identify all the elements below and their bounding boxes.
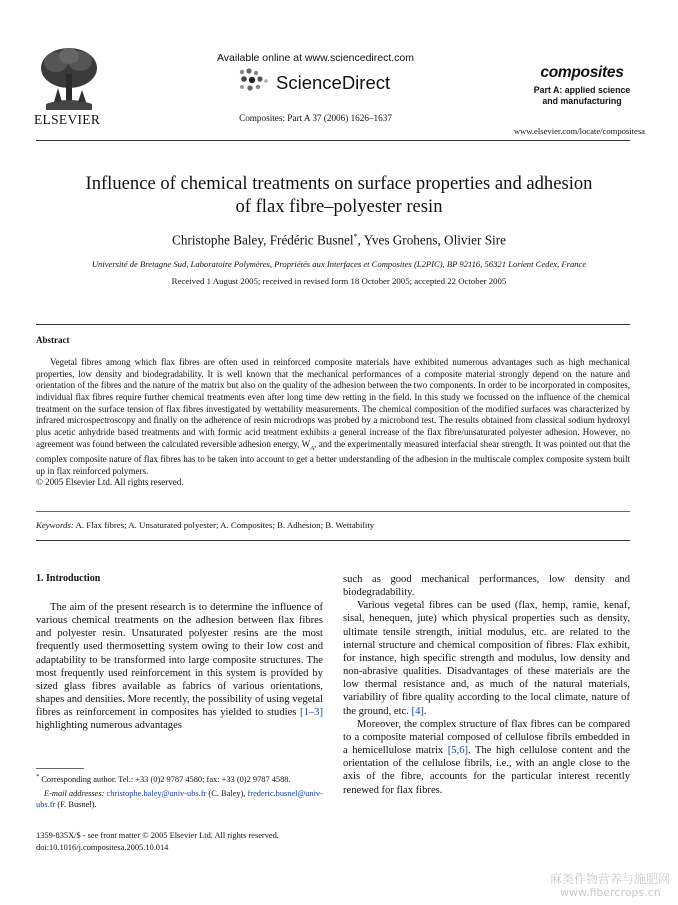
authors-rest: , Yves Grohens, Olivier Sire (357, 232, 506, 248)
abstract-paragraph (36, 357, 630, 477)
abstract-top-divider (36, 324, 630, 325)
footnote-mark: * (36, 773, 40, 780)
footnote-corresponding-text: Corresponding author. Tel.: +33 (0)2 9787 4580; fax: +33 (0)2 9787 4588. (39, 774, 291, 784)
citation-line: Composites: Part A 37 (2006) 1626–1637 (239, 113, 392, 123)
email-label: E-mail addresses: (44, 789, 105, 798)
citation-link-1-3[interactable]: [1–3] (300, 707, 323, 719)
left-column (36, 601, 323, 733)
keywords-label: Keywords: (36, 520, 74, 530)
footnote-divider (36, 768, 84, 769)
authors (20, 232, 658, 248)
title-line-1: Influence of chemical treatments on surface properties and adhesion (85, 173, 593, 194)
title-line-2: of flax fibre–polyester resin (235, 196, 443, 217)
footnote-corresponding (36, 771, 323, 785)
abstract-copyright: © 2005 Elsevier Ltd. All rights reserved. (36, 477, 184, 488)
intro-p3-text-end: . The high cellulose content and the orientation of the cellulose fibrils, i.e., with an angle close to the axis of the fibre, accounts for the particular interest recently renewed for flax fibres. (343, 745, 630, 796)
sciencedirect-dots-icon (236, 67, 276, 95)
elsevier-tree-icon (36, 44, 102, 114)
citation-link-4[interactable]: [4] (411, 705, 424, 717)
footnote-emails (36, 788, 323, 810)
journal-logo (532, 64, 632, 107)
intro-p1-text: The aim of the present research is to determine the influence of various chemical treatments on the adhesion between flax fibres and polyester resin. Unsaturated polyester resins are the most frequently used thermosetting system owing to their low cost and adaptability to be transformed into large composite structures. The most frequently used reinforcement in this system is provided by sized glass fibres available as fabrics of various orientations, shapes and densities. More recently, the possibility of using vegetal fibres as reinforcement in composites has yielded to studies (36, 602, 323, 719)
keywords-bottom-divider (36, 540, 630, 541)
intro-p2-text: Various vegetal fibres can be used (flax, hemp, ramie, kenaf, sisal, henequen, jute) which physical properties such as density, ultimate tensile strength, initial modulus, etc. are related to the internal structure and chemical composition of fibres. Flax exhibit, for instance, high specific strength and modulus, low density and non-abrasive qualities. Disadvantages of these materials are the low thermal resistance and, as much of the natural materials, variability of fibre quality according to the local climate, nature of the ground, etc. (343, 600, 630, 717)
section-heading-introduction: 1. Introduction (36, 573, 101, 584)
journal-logo-wordmark: composites (540, 64, 624, 81)
email-link-busnel[interactable]: frederic.busnel@univ-ubs.fr (36, 789, 323, 810)
abstract-text-after: , and the experimentally measured interfacial shear strength. It was pointed out that the complex composite nature of flax fibres has to be taken into account to get a better understanding of the adhesion in the multiscale complex composite system built up in flax reinforced polymers. (36, 438, 630, 476)
intro-p3-text: Moreover, the complex structure of flax fibres can be compared to a composite material composed of cellulose fibrils embedded in a hemicellulose matrix (343, 718, 630, 757)
header-divider (36, 140, 630, 141)
email1-name: (C. Baley), (206, 789, 248, 798)
intro-p1-text-end: highlighting numerous advantages (36, 720, 182, 732)
abstract-heading: Abstract (36, 335, 70, 345)
intro-p2-end: . (423, 705, 427, 717)
corresponding-mark[interactable]: * (353, 232, 358, 241)
watermark-url: www.fibercrops.cn (560, 886, 661, 899)
abstract-subscript: A (310, 444, 315, 452)
front-matter-line: 1359-835X/$ - see front matter © 2005 Elsevier Ltd. All rights reserved. (36, 831, 279, 840)
elsevier-logo (36, 44, 102, 132)
journal-subtitle-2: and manufacturing (542, 96, 622, 106)
journal-subtitle-1: Part A: applied science (533, 85, 631, 95)
email-link-baley[interactable]: christophe.baley@univ-ubs.fr (106, 789, 207, 798)
keywords-top-divider (36, 511, 630, 512)
sciencedirect-logo (236, 67, 406, 97)
abstract-body (36, 357, 630, 489)
intro-paragraph-2 (343, 599, 630, 717)
article-title (20, 172, 658, 218)
intro-paragraph-3 (343, 718, 630, 797)
watermark-chinese: 麻类作物营养与施肥网 (550, 872, 671, 886)
footnote (36, 771, 323, 810)
doi-line[interactable]: doi:10.1016/j.compositesa.2005.10.014 (36, 843, 169, 852)
received-dates: Received 1 August 2005; received in revised form 18 October 2005; accepted 22 October 2005 (171, 276, 507, 286)
authors-first: Christophe Baley, Frédéric Busnel (172, 232, 354, 248)
available-online-text: Available online at www.sciencedirect.com (216, 52, 415, 64)
sciencedirect-wordmark: ScienceDirect (276, 72, 391, 93)
email2-name: (F. Busnel). (55, 800, 97, 810)
abstract-text: Vegetal fibres among which flax fibres are often used in reinforced composite materials have exhibited numerous advantages such as high mechanical properties, low density and biodegradability. It is well known that the mechanical performances of a composite material strongly depend on the nature and orientation of the fibres and the nature of the matrix but also on the quality of the adhesion between the two components. In order to be incorporated in composites, individual flax fibres require further chemical treatments even after long time dew retting in the field. In this study we focussed on the influence of the chemical treatment on the surface tension of flax fibres investigated by wettability measurements. The chemical composition of the modified surfaces was characterized by infrared microspectroscopy and finally on the adherence of resin microdrops was probed by a microbond test. The results obtained from classical sodium hydroxyl plus acetic anhydride based treatments and with formic acid treatment exhibits a general increase of the flax fibre/unsaturated polyester adhesion. However, no agreement was found between the calculated reversible adhesion energy, W (36, 357, 630, 449)
intro-right-continuation: such as good mechanical performances, low density and biodegradability. (343, 574, 630, 599)
right-column (343, 573, 630, 797)
citation-link-5-6[interactable]: [5,6] (447, 745, 469, 757)
keywords (36, 520, 374, 530)
affiliation: Université de Bretagne Sud, Laboratoire Polymères, Propriétés aux Interfaces et Composites (L2PIC), BP 92116, 56321 Lorient Cedex, France (91, 259, 587, 269)
intro-paragraph-1 (36, 601, 323, 733)
journal-url[interactable]: www.elsevier.com/locate/compositesa (513, 126, 645, 136)
publisher-name: ELSEVIER (34, 112, 101, 127)
keywords-list: A. Flax fibres; A. Unsaturated polyester; A. Composites; B. Adhesion; B. Wettability (73, 520, 375, 530)
